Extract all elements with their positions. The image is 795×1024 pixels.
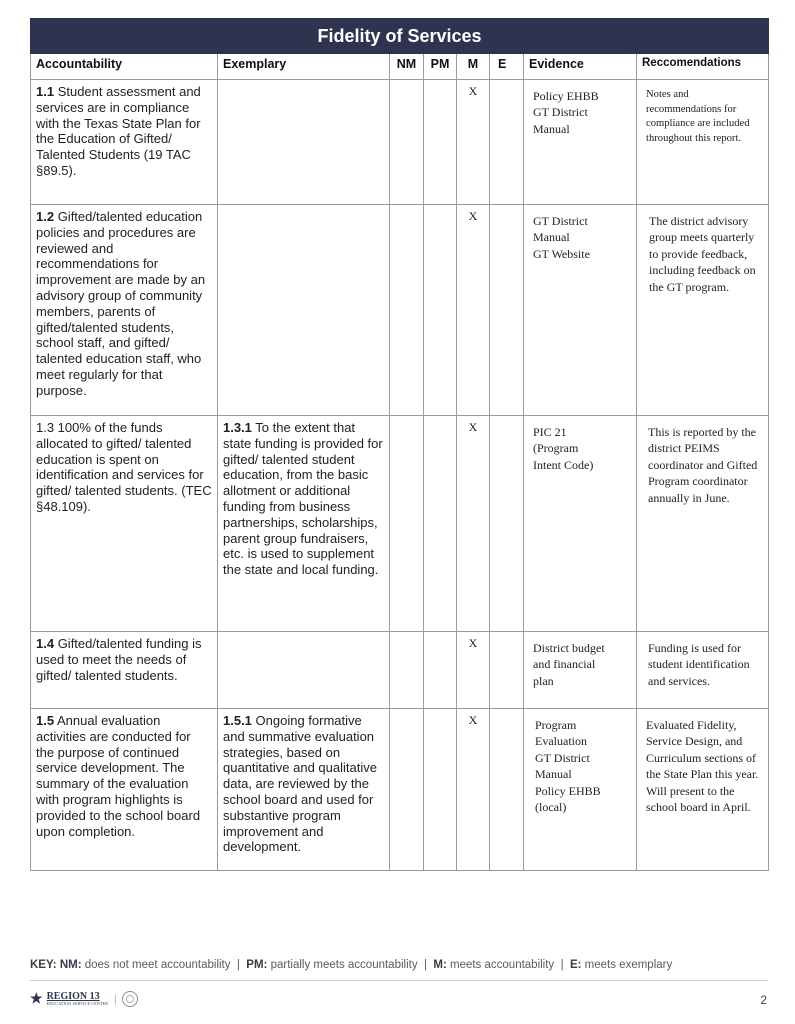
evidence-line: GT District [535,750,590,765]
m-mark: X [468,209,478,223]
table-row [31,632,769,709]
key-separator: | [230,959,247,971]
evidence-line: Program [535,718,577,732]
accountability-text: 1.3 100% of the funds allocated to gifted/ talented education is spent on identification and services for gifted/ talented students. (TEC §48.109). [36,420,212,514]
accountability-text: Gifted/talented funding is used to meet the needs of gifted/ talented students. [36,636,202,683]
key-pm-abbr: PM: [246,959,268,971]
region13-logo [30,990,138,1008]
table-row [31,709,769,871]
table-row [31,416,769,632]
key-m-desc: meets accountability [446,959,555,971]
key-pm-desc: partially meets accountability [267,959,418,971]
pm-cell [424,416,457,632]
evidence-line: Manual [535,767,572,782]
m-mark: X [468,636,478,650]
evidence-line: (local) [535,800,567,815]
m-cell [457,416,490,632]
nm-cell [390,632,424,709]
exemplary-cell [218,205,390,416]
accountability-number: 1.1 [36,84,55,99]
evidence-cell [524,709,637,871]
exemplary-cell [218,80,390,205]
evidence-line: GT District [533,105,588,120]
exemplary-cell [218,416,390,632]
footer-key [30,959,768,971]
evidence-line: District budget [533,641,605,655]
nm-cell [390,709,424,871]
accountability-cell [31,205,218,416]
evidence-line: PIC 21 [533,425,567,439]
key-nm-abbr: NM: [59,959,82,971]
accountability-cell [31,416,218,632]
m-cell [457,80,490,205]
table-row [31,80,769,205]
accountability-number: 1.4 [36,636,55,651]
e-cell [490,416,524,632]
recommendation-cell: This is reported by the district PEIMS coordinator and Gifted Program coordinator annually in June. [637,416,769,632]
key-e-abbr: E: [569,959,582,971]
pm-cell [424,80,457,205]
evidence-cell [524,416,637,632]
state-seal-icon [122,991,138,1007]
exemplary-text: Ongoing formative and summative evaluation strategies, based on quantitative and qualitative data, are reviewed by the school board and used for substantive program improvement and development. [223,713,377,855]
header-e: E [490,54,524,80]
table-title: Fidelity of Services [31,19,769,54]
recommendation-cell: Evaluated Fidelity, Service Design, and Curriculum sections of the State Plan this year. Will present to the school board in April. [637,709,769,871]
evidence-cell [524,205,637,416]
accountability-cell [31,709,218,871]
pm-cell [424,632,457,709]
evidence-line: plan [533,673,554,688]
nm-cell [390,205,424,416]
evidence-line: GT Website [533,246,590,261]
evidence-line: Intent Code) [533,457,594,472]
header-pm: PM [424,54,457,80]
exemplary-cell [218,709,390,871]
recommendation-cell: The district advisory group meets quarterly to provide feedback, including feedback on the GT program. [637,205,769,416]
m-mark: X [468,84,478,98]
accountability-number: 1.5 [36,713,55,728]
e-cell [490,80,524,205]
m-cell [457,205,490,416]
evidence-line: Manual [533,230,570,245]
fidelity-of-services-table [30,18,769,871]
accountability-cell [31,632,218,709]
logo-text: REGION 13 [46,991,100,1002]
header-exemplary: Exemplary [218,54,390,80]
accountability-text: Annual evaluation activities are conducted for the purpose of continued service development. The summary of the evaluation with program highlights is provided to the school board upon completion. [36,713,201,839]
evidence-cell [524,80,637,205]
footer-divider [30,980,768,981]
evidence-line: (Program [533,441,579,456]
evidence-cell [524,632,637,709]
header-recommendations: Reccomendations [637,54,769,80]
nm-cell [390,416,424,632]
recommendation-cell: Funding is used for student identification and services. [637,632,769,709]
exemplary-cell [218,632,390,709]
star-icon: ★ [30,991,43,1007]
accountability-cell [31,80,218,205]
header-m: M [457,54,490,80]
logo-divider: | [114,993,117,1005]
key-label: KEY: [30,959,57,971]
table-row [31,205,769,416]
evidence-line: and financial [533,657,596,672]
accountability-text: Student assessment and services are in compliance with the Texas State Plan for the Education of Gifted/ Talented Students (19 TAC §89.5). [36,84,201,178]
exemplary-number: 1.3.1 [223,420,252,435]
evidence-line: Policy EHBB [535,783,601,798]
exemplary-number: 1.5.1 [223,713,252,728]
key-separator: | [417,959,434,971]
evidence-line: Evaluation [535,734,587,749]
accountability-text: Gifted/talented education policies and procedures are reviewed and recommendations for improvement are made by an advisory group of community members, parents of gifted/talented students, school staff, and gifted/ talented education staff, who meet regularly for that purpose. [36,209,206,398]
evidence-line: Policy EHBB [533,89,599,103]
m-cell [457,632,490,709]
m-mark: X [468,420,478,434]
logo-wordmark [47,992,109,1006]
m-mark: X [468,713,478,727]
logo-subtext: EDUCATION SERVICE CENTER [46,1001,109,1006]
e-cell [490,709,524,871]
key-e-desc: meets exemplary [581,959,673,971]
pm-cell [424,709,457,871]
e-cell [490,632,524,709]
header-evidence: Evidence [524,54,637,80]
e-cell [490,205,524,416]
pm-cell [424,205,457,416]
exemplary-text: To the extent that state funding is provided for gifted/ talented student education, from the basic allotment or additional funding from business partnerships, scholarships, parent group fundraisers, etc. is used to supplement the state and local funding. [223,420,383,578]
key-separator: | [554,959,570,971]
evidence-line: GT District [533,214,588,228]
header-nm: NM [390,54,424,80]
nm-cell [390,80,424,205]
table-header-row [31,54,769,80]
m-cell [457,709,490,871]
page-number: 2 [760,993,767,1007]
evidence-line: Manual [533,121,570,136]
header-accountability: Accountability [31,54,218,80]
accountability-number: 1.2 [36,209,55,224]
key-m-abbr: M: [433,959,447,971]
recommendation-cell: Notes and recommendations for compliance are included throughout this report. [637,80,769,205]
key-nm-desc: does not meet accountability [81,959,231,971]
